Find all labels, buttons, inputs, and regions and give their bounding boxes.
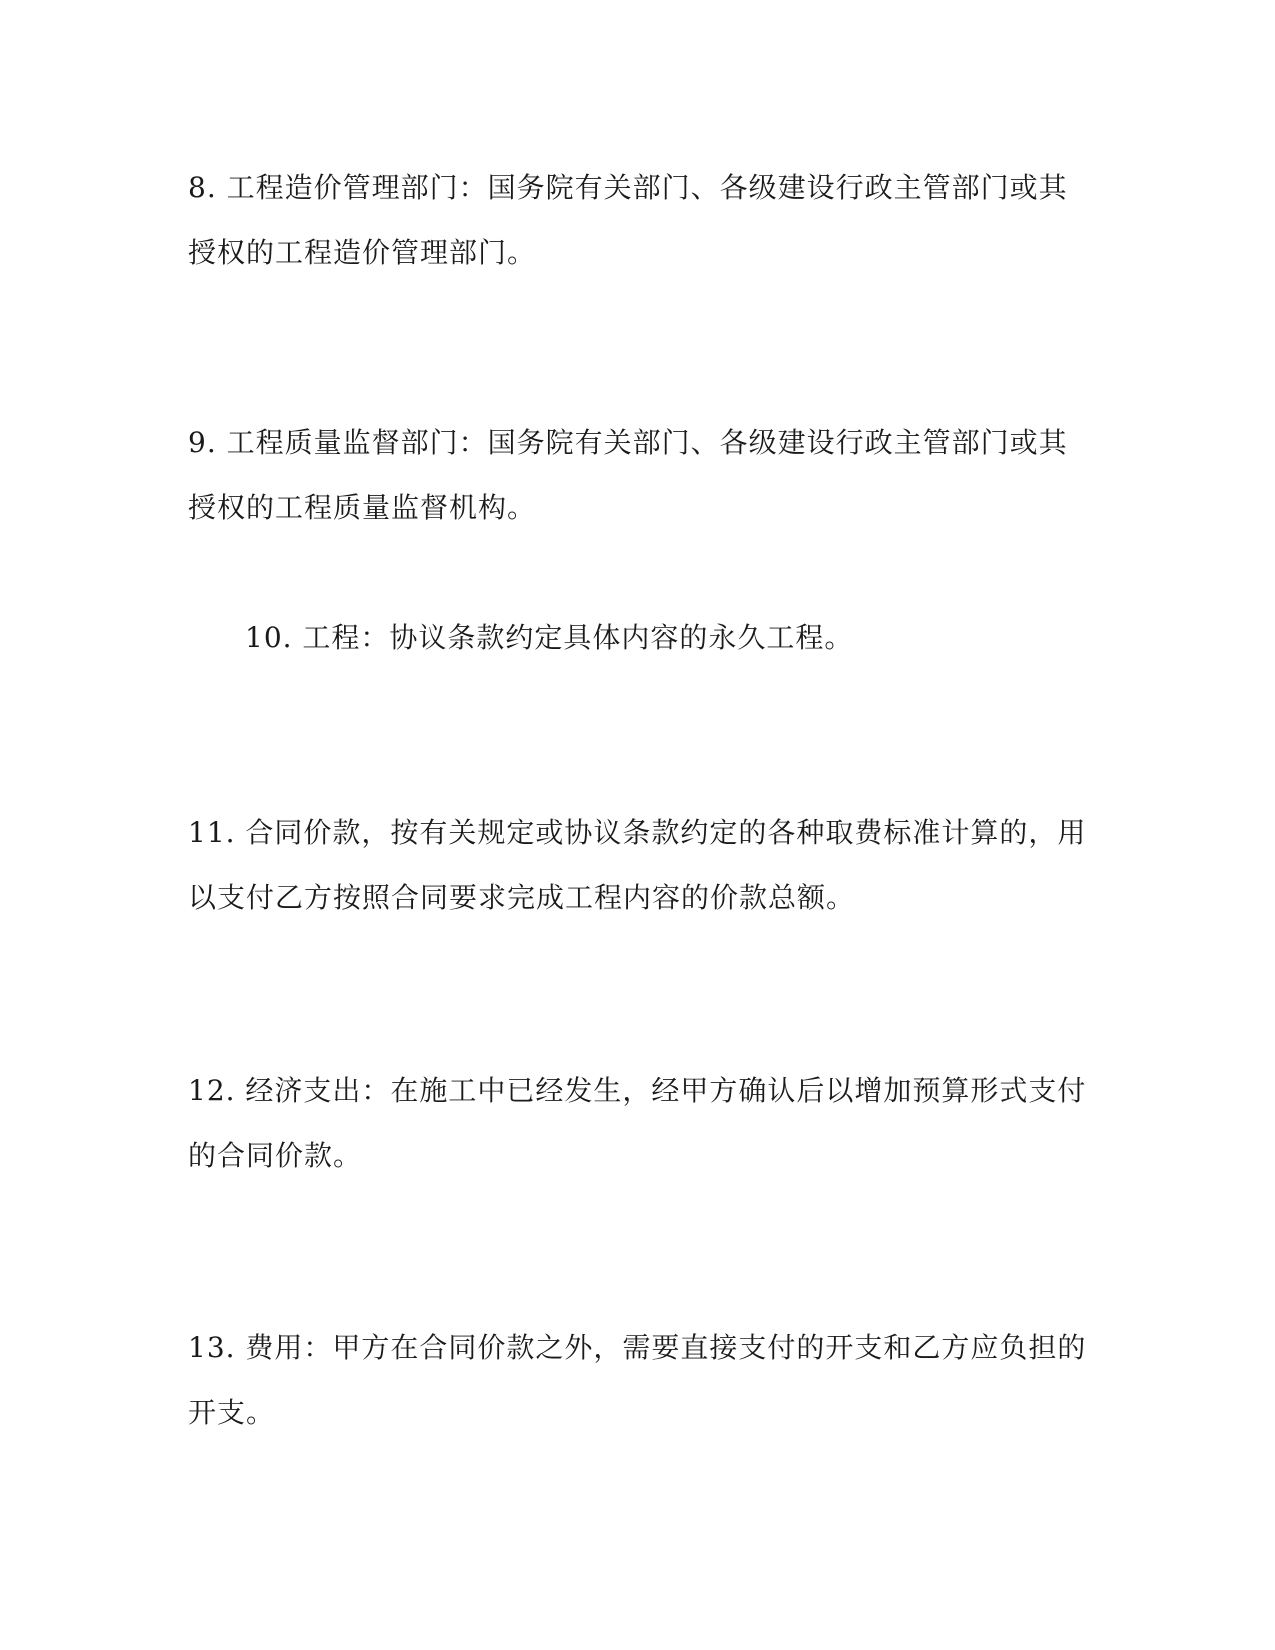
- clause-11-line-2: 以支付乙方按照合同要求完成工程内容的价款总额。: [188, 881, 856, 914]
- clause-13-line-1: 13. 费用：甲方在合同价款之外，需要直接支付的开支和乙方应负担的: [188, 1331, 1087, 1364]
- clause-8-line-2: 授权的工程造价管理部门。: [188, 236, 537, 269]
- clause-8: [188, 155, 1088, 285]
- clause-9: [188, 410, 1088, 540]
- clause-11: [188, 800, 1088, 930]
- clause-12-line-2: 的合同价款。: [188, 1139, 363, 1172]
- clause-11-line-1: 11. 合同价款，按有关规定或协议条款约定的各种取费标准计算的，用: [188, 816, 1087, 849]
- clause-9-line-1: 9. 工程质量监督部门：国务院有关部门、各级建设行政主管部门或其: [188, 426, 1068, 459]
- clause-12-line-1: 12. 经济支出：在施工中已经发生，经甲方确认后以增加预算形式支付: [188, 1074, 1087, 1107]
- clause-9-line-2: 授权的工程质量监督机构。: [188, 491, 537, 524]
- clause-13: [188, 1315, 1088, 1445]
- clause-12: [188, 1058, 1088, 1188]
- clause-10-line-1: 10. 工程：协议条款约定具体内容的永久工程。: [245, 621, 854, 654]
- clause-13-line-2: 开支。: [188, 1396, 276, 1429]
- clause-8-line-1: 8. 工程造价管理部门：国务院有关部门、各级建设行政主管部门或其: [188, 171, 1068, 204]
- clause-10: [245, 605, 1145, 670]
